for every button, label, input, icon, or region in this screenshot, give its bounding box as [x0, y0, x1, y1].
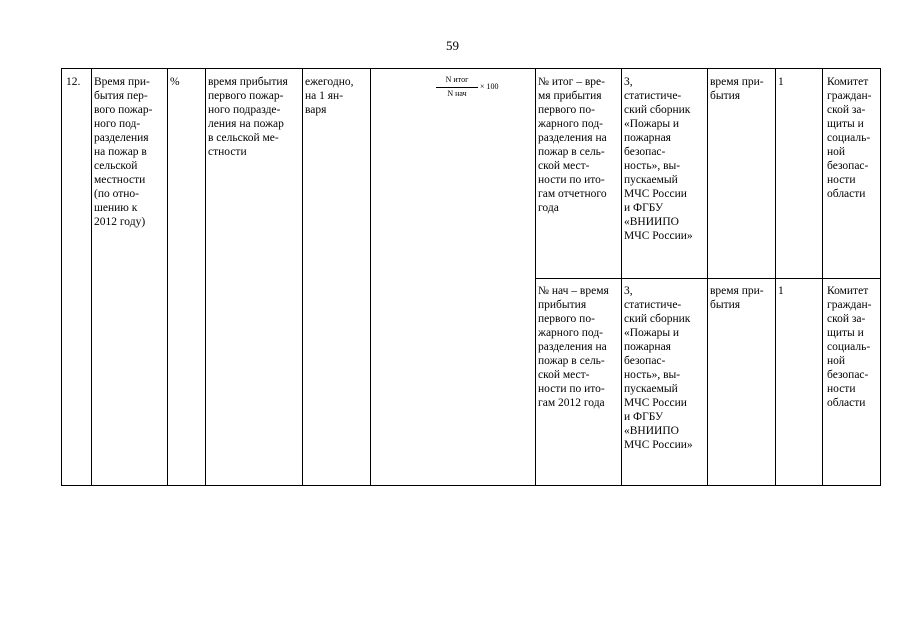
column-divider [822, 69, 823, 485]
column-divider [91, 69, 92, 485]
column-divider [775, 69, 776, 485]
responsible-body: Комитет граждан- ской за- щиты и социаль- ной безопас- ности области [827, 285, 872, 409]
formula-numerator: N итог [445, 75, 469, 84]
indicator-definition: время прибытия первого пожар- ного подразде- ления на пожар в сельской ме- стности [208, 76, 288, 158]
formula [434, 75, 499, 101]
formula-multiplier: × 100 [480, 82, 499, 91]
column-divider [370, 69, 371, 485]
column-divider [621, 69, 622, 485]
column-divider [302, 69, 303, 485]
formula-denominator: N нач [447, 89, 467, 98]
indicator-table [61, 68, 881, 486]
column-divider [205, 69, 206, 485]
row-number: 12. [66, 76, 81, 88]
periodicity: ежегодно, на 1 ян- варя [305, 76, 354, 116]
collection-code: 1 [778, 285, 784, 297]
variable-description: № нач – время прибытия первого по- жарного под- разделения на пожар в сель- ской мест- ности по ито- гам 2012 года [538, 285, 609, 409]
unit: % [170, 76, 180, 88]
base-indicator: время при- бытия [710, 76, 764, 102]
sub-row-divider [535, 278, 880, 279]
column-divider [707, 69, 708, 485]
data-source: 3, статистиче- ский сборник «Пожары и пожарная безопас- ность», вы- пускаемый МЧС России и ФГБУ «ВНИИПО МЧС России» [624, 285, 693, 451]
column-divider [535, 69, 536, 485]
responsible-body: Комитет граждан- ской за- щиты и социаль- ной безопас- ности области [827, 76, 872, 200]
base-indicator: время при- бытия [710, 285, 764, 311]
fraction-bar [436, 87, 478, 88]
data-source: 3, статистиче- ский сборник «Пожары и пожарная безопас- ность», вы- пускаемый МЧС России и ФГБУ «ВНИИПО МЧС России» [624, 76, 693, 242]
column-divider [167, 69, 168, 485]
indicator-name: Время при- бытия пер- вого пожар- ного под- разделения на пожар в сельской местности (по отно- шению к 2012 году) [94, 76, 153, 228]
collection-code: 1 [778, 76, 784, 88]
variable-description: № итог – вре- мя прибытия первого по- жарного под- разделения на пожар в сель- ской мест- ности по ито- гам отчетного года [538, 76, 607, 214]
page-number: 59 [446, 38, 459, 53]
